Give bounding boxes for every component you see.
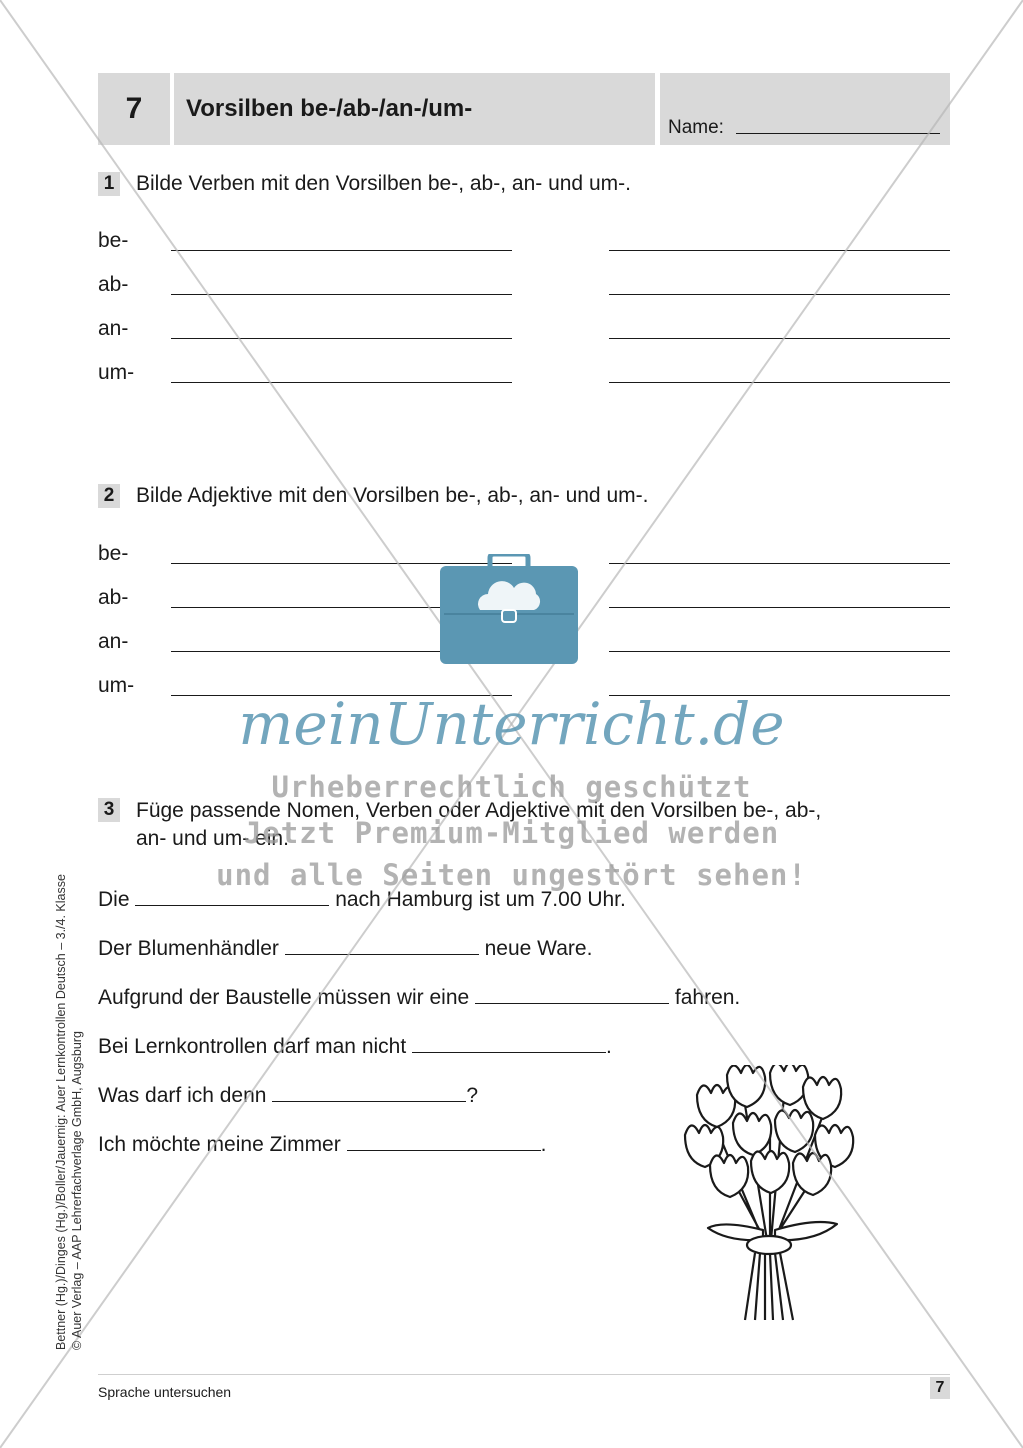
task-3-instruction-line-2: an- und um- ein. [136, 827, 289, 850]
task-2-number: 2 [98, 484, 120, 508]
watermark-view-all: und alle Seiten ungestört sehen! [216, 858, 807, 892]
sentence-text-before: Ich möchte meine Zimmer [98, 1133, 341, 1156]
watermark-premium: Jetzt Premium-Mitglied werden [243, 816, 780, 850]
task-2-prefix-ab: ab- [98, 586, 129, 609]
side-credit-line-2: © Auer Verlag – AAP Lehrerfachverlage GmbH, Augsburg [70, 1031, 84, 1350]
sentence-text-before: Der Blumenhändler [98, 937, 279, 960]
sentence-text-after: . [606, 1035, 612, 1058]
page-number: 7 [930, 1377, 950, 1399]
footer-divider [98, 1374, 950, 1375]
sentence-text-before: Was darf ich denn [98, 1084, 267, 1107]
sentence-text-before: Bei Lernkontrollen darf man nicht [98, 1035, 407, 1058]
task-1-prefix-ab: ab- [98, 273, 129, 296]
task-2-prefix-an: an- [98, 630, 129, 653]
task-3-number: 3 [98, 798, 120, 822]
side-credit-line-1: Bettner (Hg.)/Dinges (Hg.)/Boller/Jauernig: Auer Lernkontrollen Deutsch – 3./4. Klasse [54, 874, 68, 1350]
sentence-text-after: ? [466, 1084, 479, 1107]
sentence-text-after: neue Ware. [484, 937, 593, 960]
task-1-instruction: Bilde Verben mit den Vorsilben be-, ab-, an- und um-. [136, 172, 631, 195]
sentence-text-after: . [540, 1133, 547, 1156]
task-3-instruction-line-1: Füge passende Nomen, Verben oder Adjektive mit den Vorsilben be-, ab-, [136, 799, 822, 822]
name-label: Name: [668, 117, 724, 138]
sentence-text-before: Aufgrund der Baustelle müssen wir eine [98, 986, 470, 1009]
worksheet-number: 7 [98, 73, 170, 145]
task-1-prefix-an: an- [98, 317, 129, 340]
watermark-brand: meinUnterricht.de [238, 690, 785, 758]
task-1-prefix-um: um- [98, 361, 135, 384]
sentence-text-after: fahren. [674, 986, 741, 1009]
task-1-prefix-be: be- [98, 229, 129, 252]
sentence-text-before: Die [98, 888, 130, 911]
task-2-prefix-um: um- [98, 674, 135, 697]
worksheet-title: Vorsilben be-/ab-/an-/um- [174, 73, 655, 145]
task-1-number: 1 [98, 172, 120, 196]
task-2-prefix-be: be- [98, 542, 129, 565]
side-credit [53, 874, 85, 1350]
watermark-copyright: Urheberrechtlich geschützt [271, 770, 752, 804]
footer-section: Sprache untersuchen [98, 1384, 232, 1400]
task-2-instruction: Bilde Adjektive mit den Vorsilben be-, ab-, an- und um-. [136, 484, 649, 507]
briefcase-cloud-icon [440, 554, 578, 664]
sentence-text-after: nach Hamburg ist um 7.00 Uhr. [335, 888, 626, 911]
